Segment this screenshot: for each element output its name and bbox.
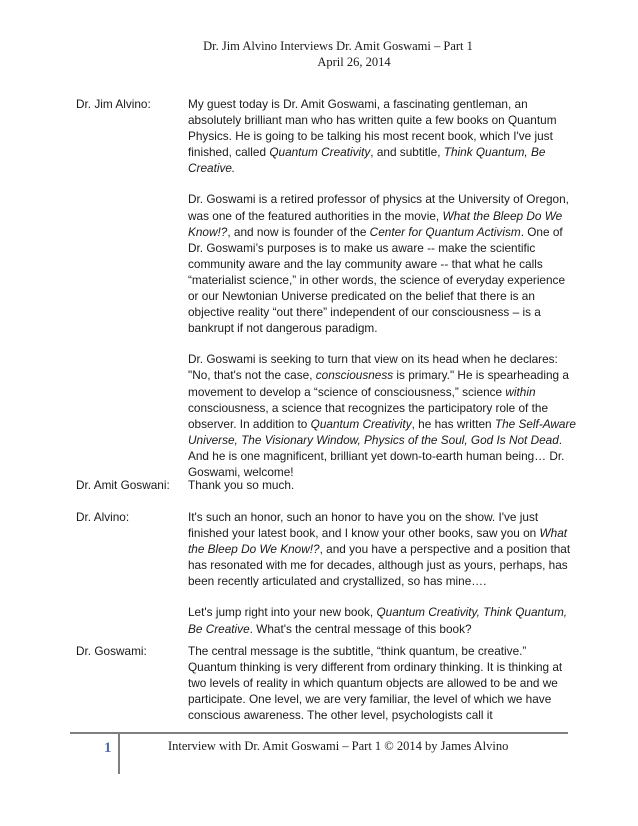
speaker-label: Dr. Amit Goswani: xyxy=(76,478,170,492)
footer-text: Interview with Dr. Amit Goswami – Part 1 © 2014 by James Alvino xyxy=(168,739,509,753)
paragraph: It's such an honor, such an honor to have you on the show. I've just finished your latest book, and I know your other books, saw you on What the Bleep Do We Know!?, and you have a perspective and a position that has resonated with me for decades, although just as yours, perhaps, has been recently articulated and crystallized, so has mine…. xyxy=(188,510,571,589)
entry-text xyxy=(188,643,576,723)
speaker-label: Dr. Alvino: xyxy=(76,510,130,524)
footer-divider xyxy=(70,732,568,734)
entry-text xyxy=(188,509,576,637)
speaker-label: Dr. Goswami: xyxy=(76,644,147,658)
transcript-entry xyxy=(76,96,576,480)
paragraph: My guest today is Dr. Amit Goswami, a fascinating gentleman, an absolutely brilliant man who has written quite a few books on Quantum Physics. He is going to be talking his most recent book, which I've just finished, called Quantum Creativity, and subtitle, Think Quantum, Be Creative. xyxy=(188,97,557,176)
document-header xyxy=(0,38,638,70)
transcript-entry xyxy=(76,643,576,723)
footer-vertical-divider xyxy=(118,733,120,774)
paragraph: Thank you so much. xyxy=(188,478,295,492)
paragraph: Dr. Goswami is seeking to turn that view on its head when he declares: "No, that's not the case, consciousness is primary." He is spearheading a movement to develop a “science of consciousness,” science within consciousness, a science that recognizes the participatory role of the observer. In addition to Quantum Creativity, he has written The Self-Aware Universe, The Visionary Window, Physics of the Soul, God Is Not Dead. And he is one magnificent, brilliant yet down-to-earth human being… Dr. Goswami, welcome! xyxy=(188,352,576,479)
speaker-label: Dr. Jim Alvino: xyxy=(76,97,151,111)
paragraph: Dr. Goswami is a retired professor of physics at the University of Oregon, was one of the featured authorities in the movie, What the Bleep Do We Know!?, and now is founder of the Center for Quantum Activism. One of Dr. Goswami’s purposes is to make us aware -- make the scientific community aware and the lay community aware -- that what he calls “materialist science,” in other words, the science of everyday experience or our Newtonian Universe predicated on the belief that there is an objective reality “out there” independent of our consciousness – is a bankrupt if not dangerous paradigm. xyxy=(188,192,569,336)
paragraph: The central message is the subtitle, “think quantum, be creative.” Quantum thinking is very different from ordinary thinking. It is thinking at two levels of reality in which quantum objects are allowed to be and we participate. One level, we are very familiar, the level of which we have conscious awareness. The other level, psychologists call it xyxy=(188,644,563,723)
page-number: 1 xyxy=(104,740,112,756)
entry-text xyxy=(188,96,576,480)
transcript-entry xyxy=(76,509,576,637)
transcript-entry xyxy=(76,477,576,493)
header-title: Dr. Jim Alvino Interviews Dr. Amit Goswami – Part 1 xyxy=(203,39,473,53)
paragraph: Let's jump right into your new book, Quantum Creativity, Think Quantum, Be Creative. What's the central message of this book? xyxy=(188,605,568,636)
header-date: April 26, 2014 xyxy=(317,55,391,69)
entry-text xyxy=(188,477,576,493)
